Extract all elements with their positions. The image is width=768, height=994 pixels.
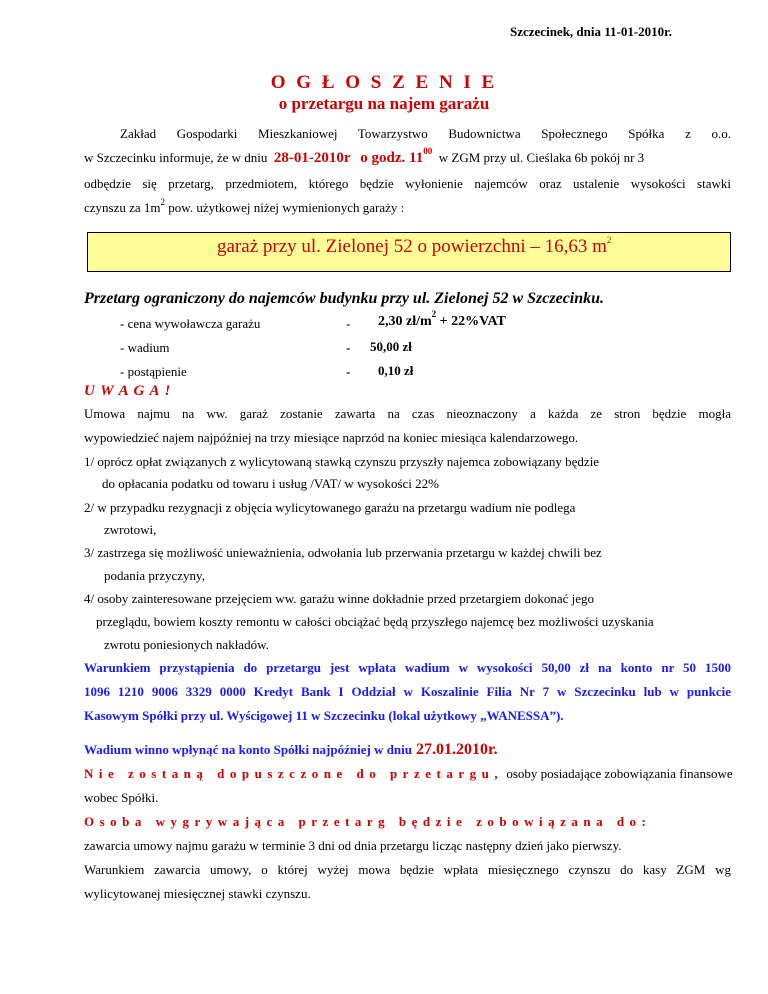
not-admitted-line: Nie zostaną dopuszczone do przetargu, osoby posiadające zobowiązania finansowe <box>84 766 733 781</box>
intro-line-1: Zakład Gospodarki Mieszkaniowej Towarzystwo Budownictwa Społecznego Spółka z o.o. <box>120 126 731 141</box>
deadline-line: Wadium winno wpłynąć na konto Spółki najpóźniej w dniu 27.01.2010r. <box>84 741 498 758</box>
payment-line-1: Warunkiem przystąpienia do przetargu jest wpłata wadium w wysokości 50,00 zł na konto nr 50 1500 <box>84 660 731 675</box>
uwaga-line-2: wypowiedzieć najem najpóźniej na trzy miesiące naprzód na koniec miesiąca kalendarzowego. <box>84 430 579 445</box>
condition-1: 1/ oprócz opłat związanych z wylicytowaną stawką czynszu przyszły najemca zobowiązany będzie <box>84 454 600 469</box>
deadline-date: 27.01.2010r. <box>416 741 498 758</box>
page-subtitle: o przetargu na najem garażu <box>278 94 490 113</box>
condition-4: 4/ osoby zainteresowane przejęciem ww. garażu winne dokładnie przed przetargiem dokonać jego <box>84 591 595 606</box>
not-admitted-line-2: wobec Spółki. <box>84 790 159 805</box>
intro-line-4: czynszu za $1m^2$ pow. użytkowej niżej wymienionych garaży : <box>84 196 405 215</box>
tender-date: 28-01-2010r <box>273 150 351 166</box>
condition-4-cont: przeglądu, bowiem koszty remontu w całości obciążać będą przyszłego najemcę bez możliwości uzyskania <box>96 614 654 629</box>
condition-2-cont: zwrotowi, <box>104 522 157 537</box>
uwaga-heading: U W A G A ! <box>84 383 172 399</box>
winner-line-3: wylicytowanej miesięcznej stawki czynszu. <box>84 886 311 901</box>
condition-3-cont: podania przyczyny, <box>104 568 205 583</box>
payment-line-3: Kasowym Spółki przy ul. Wyścigowej 11 w Szczecinku (lokal użytkowy „WANESSA”). <box>84 708 564 723</box>
payment-line-2: 1096 1210 9006 3329 0000 Kredyt Bank I Oddział w Koszalinie Filia Nr 7 w Szczecinku lub w punkcie <box>84 684 731 699</box>
condition-4-end: zwrotu poniesionych nakładów. <box>104 637 269 652</box>
condition-2: 2/ w przypadku rezygnacji z objęcia wylicytowanego garażu na przetargu wadium nie podlega <box>84 500 576 515</box>
highlight-text: garaż przy ul. Zielonej 52 o powierzchni – 16,63 $m^2$ <box>217 234 612 257</box>
page-title: O G Ł O S Z E N I E <box>270 72 498 93</box>
condition-1-cont: do opłacania podatku od towaru i usług /VAT/ w wysokości 22% <box>102 476 439 491</box>
condition-3: 3/ zastrzega się możliwość unieważnienia, odwołania lub przerwania przetargu w każdej chwili bez <box>84 545 602 560</box>
winner-line-1: zawarcia umowy najmu garażu w terminie 3 dni od dnia przetargu licząc następny dzień jako pierwszy. <box>84 838 622 853</box>
intro-line-2: w Szczecinku informuje, że w dniu 28-01-2010r o godz. $11^{00}$ w ZGM przy ul. Cieślaka 6b pokój nr 3 <box>84 146 645 166</box>
winner-heading: Osoba wygrywająca przetarg będzie zobowiązana do: <box>84 814 652 829</box>
intro-line-3: odbędzie się przetarg, przedmiotem, którego będzie wyłonienie najemców oraz ustalenie wysokości stawki <box>84 176 731 191</box>
winner-line-2: Warunkiem zawarcia umowy, o której wyżej mowa będzie wpłata miesięcznego czynszu do kasy ZGM wg <box>84 862 731 877</box>
restriction-heading: Przetarg ograniczony do najemców budynku przy ul. Zielonej 52 w Szczecinku. <box>84 290 605 307</box>
uwaga-line-1: Umowa najmu na ww. garaż zostanie zawarta na czas nieoznaczony a każda ze stron będzie mogła <box>84 406 731 421</box>
tender-hour: o godz. $11^{00}$ <box>360 146 433 166</box>
place-date: Szczecinek, dnia 11-01-2010r. <box>510 24 673 39</box>
